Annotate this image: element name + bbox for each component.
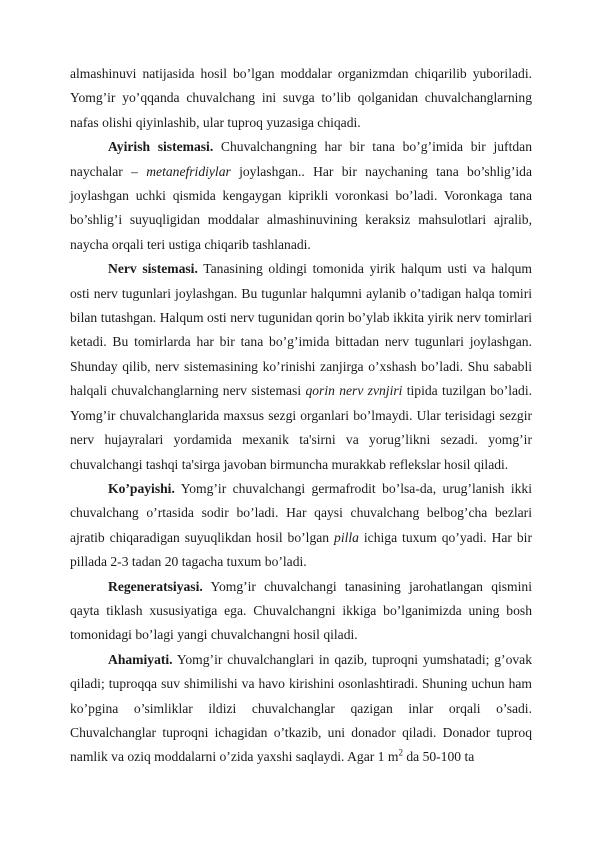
text: Yomg’ir chuvalchangi tanasining jarohatlangan qismini qayta tiklash xususiyatiga ega. Chuvalchangni ikkiga bo’lganimizda uning bosh tomonidagi bo’lagi yangi chuvalchangni hosil qiladi. (70, 578, 532, 643)
heading-reproduction: Ko’payishi. (108, 480, 175, 496)
text: Yomg’ir chuvalchangi germafrodit bo’lsa-da, urug’lanish ikki chuvalchang o’rtasida sodir bo’ladi. Har qaysi chuvalchang belbog’cha bezlari ajratib chiqaradigan suyuqlikdan hosil bo’lgan (70, 480, 532, 545)
text: Tanasining oldingi tomonida yirik halqum usti va halqum osti nerv tugunlari joylashgan. Bu tugunlar halqumni aylanib o’tadigan halqa tomiri bilan tutashgan. Halqum osti nerv tugunidan qorin bo’ylab ikkita yirik nerv tomirlari ketadi. Bu tomirlarda har bir tana bo’g’imida bittadan nerv tugunlari joylashgan. Shunday qilib, nerv sistemasining ko’rinishi zanjirga o’xshash bo’ladi. Shu sababli halqali chuvalchanglarning nerv sistemasi (70, 261, 532, 399)
paragraph-importance (70, 648, 532, 770)
text: Chuvalchangning har bir tana bo’g’imida bir juftdan naychalar – (70, 139, 532, 179)
heading-excretory-system: Ayirish sistemasi. (108, 139, 214, 155)
paragraph-regeneration (70, 575, 532, 648)
text: da 50-100 ta (402, 749, 475, 765)
paragraph-intro: almashinuvi natijasida hosil bo’lgan moddalar organizmdan chiqarilib yuboriladi. Yomg’ir yo’qqanda chuvalchang ini suvga to’lib qolganidan chuvalchanglarning nafas olishi qiyinlashib, ular tuproq yuzasiga chiqadi. (70, 66, 532, 130)
superscript: 2 (398, 747, 403, 758)
text: Yomg’ir chuvalchanglari in qazib, tuproqni yumshatadi; g’ovak qiladi; tuproqqa suv shimilishi va havo kirishini osonlashtiradi. Shuning uchun ham ko’pgina o’simliklar ildizi chuvalchanglar qazigan inlar orqali o’sadi. Chuvalchanglar tuproqni ichagidan o’tkazib, uni donador qiladi. Donador tuproq namlik va oziq moddalarni o’zida yaxshi saqlaydi. Agar 1 m (70, 651, 532, 765)
text: tipida tuzilgan bo’ladi. Yomg’ir chuvalchanglarida maxsus sezgi organlari bo’lmaydi. Ular terisidagi sezgir nerv hujayralari yordamida mexanik ta'sirni va yorug’likni sezadi. yomg’ir chuvalchangi tashqi ta'sirga javoban birmuncha murakkab reflekslar hosil qiladi. (70, 383, 533, 472)
paragraph-nervous-system (70, 257, 532, 477)
text: joylashgan.. Har bir naychaning tana bo’shlig’ida joylashgan uchki qismida kengaygan kiprikli voronkasi bo’ladi. Voronkaga tana bo’shlig’i suyuqligidan moddalar almashinuvining keraksiz mahsulotlari ajralib, naycha orqali teri ustiga chiqarib tashlanadi. (70, 163, 532, 252)
heading-nervous-system: Nerv sistemasi. (108, 261, 198, 277)
heading-regeneration: Regeneratsiyasi. (108, 578, 203, 594)
text: ichiga tuxum qo’yadi. Har bir pillada 2-3 tadan 20 tagacha tuxum bo’ladi. (70, 529, 532, 570)
term-metanephridia: metanefridiylar (146, 163, 231, 179)
heading-importance: Ahamiyati. (108, 651, 173, 667)
document-page (70, 62, 532, 770)
paragraph-excretory-system (70, 135, 532, 257)
term-cocoon: pilla (334, 529, 359, 545)
term-ventral-nerve-cord: qorin nerv zvnjiri (305, 383, 403, 399)
paragraph-reproduction (70, 477, 532, 575)
